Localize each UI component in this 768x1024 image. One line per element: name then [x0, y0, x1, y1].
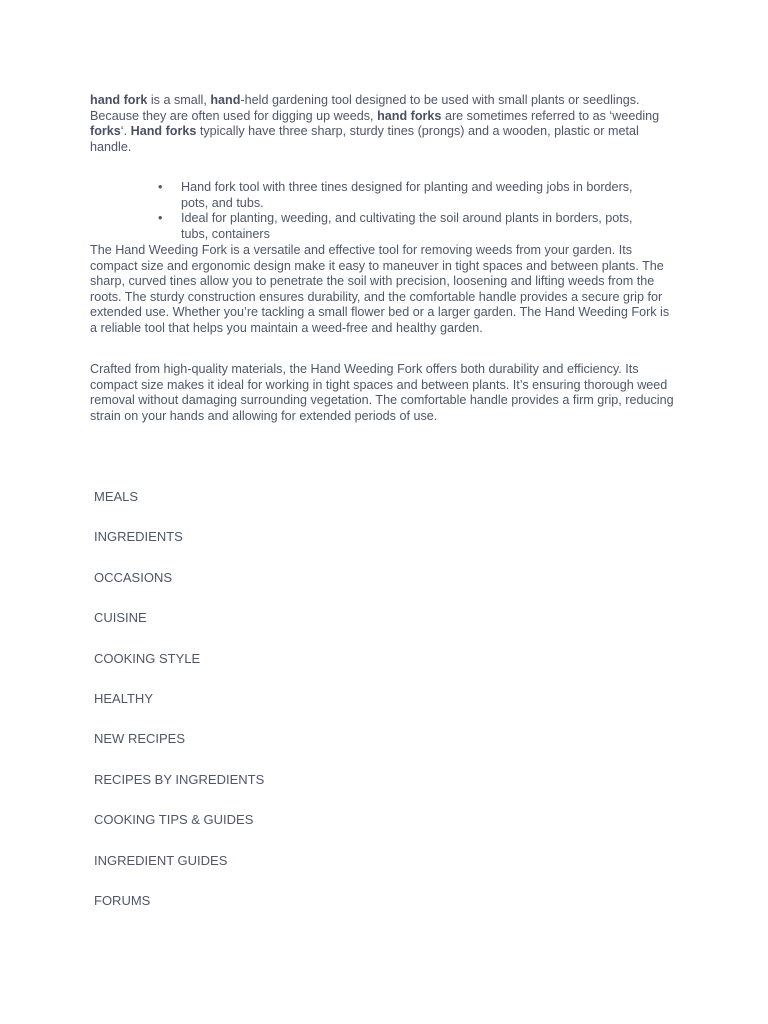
bullet-text: Ideal for planting, weeding, and cultivating the soil around plants in borders, pots, tubs, containers — [181, 211, 633, 241]
nav-item-new-recipes[interactable]: NEW RECIPES — [94, 731, 186, 747]
category-nav-list — [94, 489, 264, 933]
intro-paragraph — [90, 93, 675, 155]
nav-item-cuisine[interactable]: CUISINE — [94, 610, 147, 626]
intro-text: ‘. — [120, 124, 131, 138]
intro-text: -held gardening tool designed to be used with small plants or seedlings. Because they are often used for digging up weeds, — [90, 93, 640, 123]
intro-bold-hand-forks: hand forks — [377, 108, 442, 123]
intro-bold-hand-fork: hand fork — [90, 93, 148, 107]
intro-bold-hand-forks-2: Hand forks — [130, 124, 197, 138]
intro-text: are sometimes referred to as ‘weeding — [441, 108, 660, 123]
intro-bold-forks: forks — [90, 124, 121, 138]
intro-text: typically have three sharp, sturdy tines (prongs) and a wooden, plastic or metal handle. — [90, 124, 639, 154]
description-paragraph: The Hand Weeding Fork is a versatile and effective tool for removing weeds from your garden. Its compact size and ergonomic design make it easy to maneuver in tight spaces and between plants. The sharp, curved tines allow you to penetrate the soil with precision, loosening and lifting weeds from the roots. The sturdy construction ensures durability, and the comfortable handle provides a secure grip for extended use. Whether you’re tackling a small flower bed or a larger garden. The Hand Weeding Fork is a reliable tool that helps you maintain a weed-free and healthy garden. — [90, 243, 670, 335]
nav-item-healthy[interactable]: HEALTHY — [94, 690, 153, 706]
nav-item-meals[interactable]: MEALS — [94, 489, 139, 504]
nav-item-ingredients[interactable]: INGREDIENTS — [94, 529, 183, 545]
nav-item-occasions[interactable]: OCCASIONS — [94, 569, 173, 585]
nav-item-forums[interactable]: FORUMS — [94, 892, 151, 908]
list-item — [158, 180, 663, 211]
nav-item-cooking-tips-guides[interactable]: COOKING TIPS & GUIDES — [94, 812, 254, 828]
nav-item-cooking-style[interactable]: COOKING STYLE — [94, 650, 201, 666]
nav-item-recipes-by-ingredients[interactable]: RECIPES BY INGREDIENTS — [94, 771, 265, 787]
intro-text: is a small, — [147, 93, 211, 107]
bullet-icon: • — [158, 211, 163, 225]
feature-bullet-list — [158, 180, 663, 242]
list-item — [158, 211, 663, 242]
nav-item-ingredient-guides[interactable]: INGREDIENT GUIDES — [94, 852, 228, 868]
bullet-icon: • — [158, 180, 163, 194]
intro-bold-hand: hand — [210, 93, 241, 107]
materials-paragraph: Crafted from high-quality materials, the Hand Weeding Fork offers both durability and efficiency. Its compact size makes it ideal for working in tight spaces and between plants. It’s ensuring thorough weed removal without damaging surrounding vegetation. The comfortable handle provides a firm grip, reducing strain on your hands and allowing for extended periods of use. — [90, 362, 674, 423]
bullet-text: Hand fork tool with three tines designed for planting and weeding jobs in borders, pots, and tubs. — [181, 180, 633, 210]
